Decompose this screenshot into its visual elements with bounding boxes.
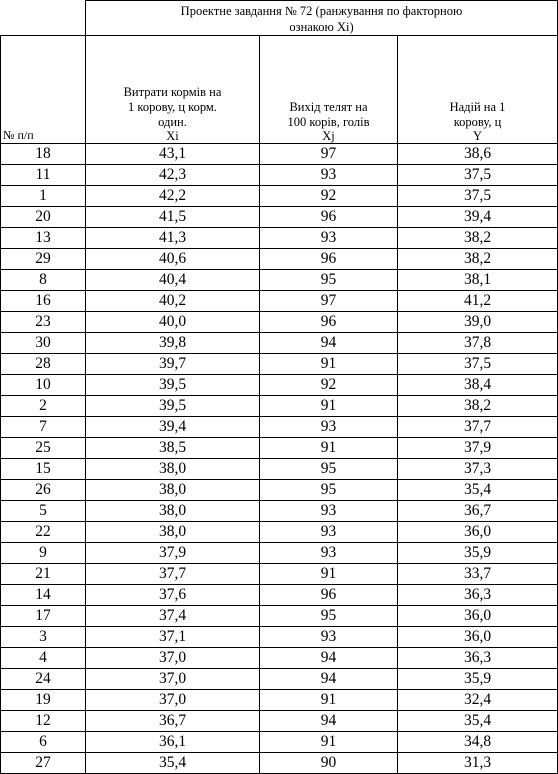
y-value-cell: 37,5 xyxy=(398,185,558,206)
table-row xyxy=(1,206,558,227)
row-number-cell: 9 xyxy=(1,542,86,563)
table-row xyxy=(1,689,558,710)
y-value-cell: 38,1 xyxy=(398,269,558,290)
table-row xyxy=(1,143,558,164)
y-value-cell: 36,3 xyxy=(398,647,558,668)
y-value-cell: 38,2 xyxy=(398,395,558,416)
y-value-cell: 37,9 xyxy=(398,437,558,458)
y-value-cell: 39,0 xyxy=(398,311,558,332)
xj-value-cell: 95 xyxy=(260,605,398,626)
title-row xyxy=(1,1,558,36)
xj-symbol: Хj xyxy=(260,130,398,144)
column-header-row xyxy=(1,36,558,130)
row-number-cell: 29 xyxy=(1,248,86,269)
xj-value-cell: 91 xyxy=(260,731,398,752)
xj-value-cell: 91 xyxy=(260,437,398,458)
xj-value-cell: 96 xyxy=(260,584,398,605)
xi-header-line: Витрати кормів на xyxy=(123,84,222,99)
y-value-cell: 36,0 xyxy=(398,626,558,647)
row-number-cell: 22 xyxy=(1,521,86,542)
y-value-cell: 37,3 xyxy=(398,458,558,479)
row-number-cell: 26 xyxy=(1,479,86,500)
xi-value-cell: 37,0 xyxy=(86,668,260,689)
xi-header-line: 1 корову, ц корм. xyxy=(128,99,217,114)
row-number-cell: 1 xyxy=(1,185,86,206)
xj-value-cell: 91 xyxy=(260,689,398,710)
y-value-cell: 35,9 xyxy=(398,542,558,563)
y-header-line: Надій на 1 xyxy=(449,99,506,114)
xi-header-line: один. xyxy=(158,114,187,129)
xj-value-cell: 91 xyxy=(260,395,398,416)
xj-value-cell: 91 xyxy=(260,563,398,584)
xi-value-cell: 37,9 xyxy=(86,542,260,563)
row-number-cell: 10 xyxy=(1,374,86,395)
table-row xyxy=(1,248,558,269)
row-number-cell: 11 xyxy=(1,164,86,185)
xj-value-cell: 93 xyxy=(260,416,398,437)
row-number-cell: 21 xyxy=(1,563,86,584)
xi-value-cell: 39,8 xyxy=(86,332,260,353)
y-value-cell: 37,8 xyxy=(398,332,558,353)
xi-value-cell: 35,4 xyxy=(86,752,260,773)
xj-value-cell: 96 xyxy=(260,206,398,227)
y-value-cell: 37,5 xyxy=(398,164,558,185)
row-number-cell: 25 xyxy=(1,437,86,458)
xj-value-cell: 96 xyxy=(260,248,398,269)
table-title-line-1: Проектне завдання № 72 (ранжування по факторною xyxy=(180,4,463,18)
row-number-cell: 30 xyxy=(1,332,86,353)
y-symbol: Y xyxy=(398,130,558,144)
xj-value-cell: 94 xyxy=(260,710,398,731)
table-row xyxy=(1,458,558,479)
y-value-cell: 37,5 xyxy=(398,353,558,374)
xi-value-cell: 37,7 xyxy=(86,563,260,584)
table-row xyxy=(1,605,558,626)
table-row xyxy=(1,374,558,395)
xi-value-cell: 39,7 xyxy=(86,353,260,374)
y-value-cell: 31,3 xyxy=(398,752,558,773)
row-number-cell: 18 xyxy=(1,143,86,164)
row-number-cell: 14 xyxy=(1,584,86,605)
y-value-cell: 38,4 xyxy=(398,374,558,395)
table-row xyxy=(1,647,558,668)
xj-value-cell: 90 xyxy=(260,752,398,773)
y-value-cell: 41,2 xyxy=(398,290,558,311)
xi-value-cell: 37,4 xyxy=(86,605,260,626)
table-title xyxy=(86,1,558,36)
xi-value-cell: 37,6 xyxy=(86,584,260,605)
table-row xyxy=(1,731,558,752)
row-number-cell: 8 xyxy=(1,269,86,290)
xi-value-cell: 39,5 xyxy=(86,374,260,395)
xj-value-cell: 93 xyxy=(260,626,398,647)
xj-value-cell: 97 xyxy=(260,290,398,311)
xi-value-cell: 38,0 xyxy=(86,521,260,542)
row-number-cell: 6 xyxy=(1,731,86,752)
table-row xyxy=(1,269,558,290)
y-value-cell: 36,7 xyxy=(398,500,558,521)
xi-symbol: Хі xyxy=(86,130,260,144)
row-number-cell: 23 xyxy=(1,311,86,332)
row-number-cell: 12 xyxy=(1,710,86,731)
row-number-cell: 16 xyxy=(1,290,86,311)
xj-value-cell: 93 xyxy=(260,227,398,248)
xj-value-cell: 95 xyxy=(260,479,398,500)
y-value-cell: 36,0 xyxy=(398,521,558,542)
table-row xyxy=(1,752,558,773)
xi-value-cell: 40,6 xyxy=(86,248,260,269)
xj-value-cell: 94 xyxy=(260,332,398,353)
xi-value-cell: 40,4 xyxy=(86,269,260,290)
xj-value-cell: 94 xyxy=(260,668,398,689)
xj-value-cell: 91 xyxy=(260,353,398,374)
y-value-cell: 35,9 xyxy=(398,668,558,689)
xj-value-cell: 95 xyxy=(260,269,398,290)
y-value-cell: 37,7 xyxy=(398,416,558,437)
xi-value-cell: 42,3 xyxy=(86,164,260,185)
xj-header-line: Вихід телят на xyxy=(289,99,368,114)
table-row xyxy=(1,521,558,542)
xi-value-cell: 41,5 xyxy=(86,206,260,227)
table-row xyxy=(1,668,558,689)
row-number-cell: 27 xyxy=(1,752,86,773)
table-row xyxy=(1,710,558,731)
row-number-cell: 24 xyxy=(1,668,86,689)
row-number-cell: 4 xyxy=(1,647,86,668)
table-row xyxy=(1,185,558,206)
table-row xyxy=(1,164,558,185)
table-row xyxy=(1,395,558,416)
table-row xyxy=(1,227,558,248)
table-row xyxy=(1,479,558,500)
y-value-cell: 34,8 xyxy=(398,731,558,752)
xj-value-cell: 93 xyxy=(260,521,398,542)
row-number-header: № п/п xyxy=(1,36,86,144)
table-row xyxy=(1,290,558,311)
table-row xyxy=(1,353,558,374)
xi-value-cell: 43,1 xyxy=(86,143,260,164)
table-row xyxy=(1,563,558,584)
xi-column-header xyxy=(86,36,260,130)
xi-value-cell: 41,3 xyxy=(86,227,260,248)
table-row xyxy=(1,584,558,605)
xi-value-cell: 38,0 xyxy=(86,458,260,479)
table-row xyxy=(1,437,558,458)
table-row xyxy=(1,311,558,332)
xj-value-cell: 93 xyxy=(260,500,398,521)
y-header-line: корову, ц xyxy=(453,114,502,129)
xi-value-cell: 36,7 xyxy=(86,710,260,731)
xj-value-cell: 96 xyxy=(260,311,398,332)
xi-value-cell: 42,2 xyxy=(86,185,260,206)
y-value-cell: 35,4 xyxy=(398,479,558,500)
y-value-cell: 36,3 xyxy=(398,584,558,605)
row-number-cell: 20 xyxy=(1,206,86,227)
row-number-cell: 28 xyxy=(1,353,86,374)
xi-value-cell: 36,1 xyxy=(86,731,260,752)
row-number-cell: 7 xyxy=(1,416,86,437)
xi-value-cell: 37,0 xyxy=(86,647,260,668)
xi-value-cell: 37,0 xyxy=(86,689,260,710)
y-value-cell: 35,4 xyxy=(398,710,558,731)
xi-value-cell: 38,0 xyxy=(86,500,260,521)
xj-value-cell: 92 xyxy=(260,185,398,206)
y-value-cell: 38,2 xyxy=(398,248,558,269)
xi-value-cell: 37,1 xyxy=(86,626,260,647)
y-value-cell: 38,2 xyxy=(398,227,558,248)
xi-value-cell: 39,5 xyxy=(86,395,260,416)
xj-value-cell: 93 xyxy=(260,542,398,563)
table-row xyxy=(1,626,558,647)
row-number-cell: 19 xyxy=(1,689,86,710)
row-number-cell: 15 xyxy=(1,458,86,479)
xi-value-cell: 40,2 xyxy=(86,290,260,311)
corner-blank-cell xyxy=(1,1,86,36)
xj-value-cell: 95 xyxy=(260,458,398,479)
table-title-line-2: ознакою Хі) xyxy=(289,20,354,34)
row-number-cell: 5 xyxy=(1,500,86,521)
table-body xyxy=(1,143,558,773)
row-number-cell: 17 xyxy=(1,605,86,626)
xj-header-line: 100 корів, голів xyxy=(287,114,370,129)
y-value-cell: 33,7 xyxy=(398,563,558,584)
xj-value-cell: 94 xyxy=(260,647,398,668)
table-row xyxy=(1,542,558,563)
xi-value-cell: 39,4 xyxy=(86,416,260,437)
xj-column-header xyxy=(260,36,398,130)
row-number-cell: 3 xyxy=(1,626,86,647)
y-column-header xyxy=(398,36,558,130)
table-row xyxy=(1,416,558,437)
table-row xyxy=(1,500,558,521)
table-row xyxy=(1,332,558,353)
y-value-cell: 32,4 xyxy=(398,689,558,710)
xi-value-cell: 38,0 xyxy=(86,479,260,500)
xj-value-cell: 97 xyxy=(260,143,398,164)
row-number-cell: 2 xyxy=(1,395,86,416)
xj-value-cell: 93 xyxy=(260,164,398,185)
xi-value-cell: 40,0 xyxy=(86,311,260,332)
xj-value-cell: 92 xyxy=(260,374,398,395)
y-value-cell: 36,0 xyxy=(398,605,558,626)
y-value-cell: 38,6 xyxy=(398,143,558,164)
y-value-cell: 39,4 xyxy=(398,206,558,227)
row-number-cell: 13 xyxy=(1,227,86,248)
xi-value-cell: 38,5 xyxy=(86,437,260,458)
